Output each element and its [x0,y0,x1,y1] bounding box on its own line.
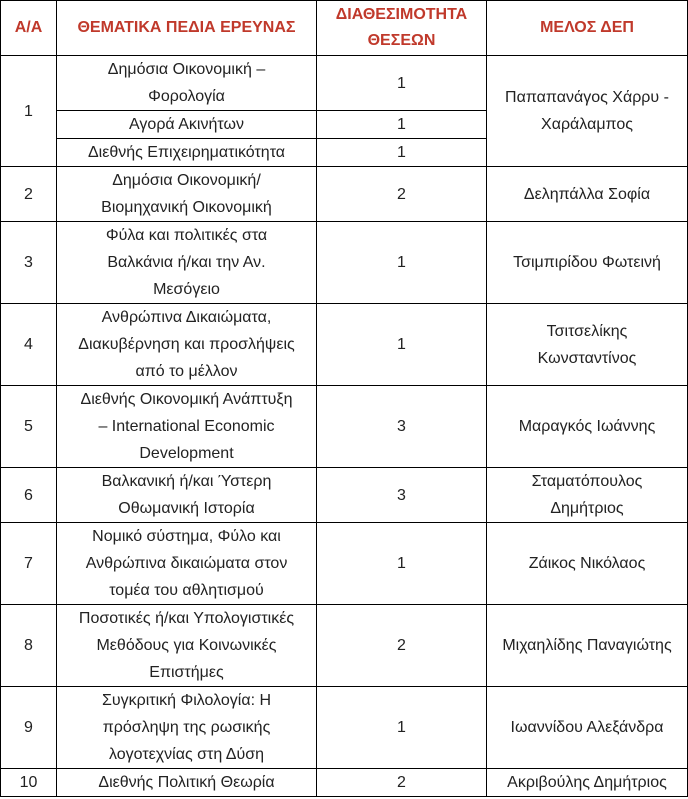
seat-availability: 1 [317,56,487,111]
row-index: 7 [1,523,57,605]
row-index: 6 [1,468,57,523]
seat-availability: 2 [317,167,487,222]
header-index: Α/Α [1,1,57,56]
row-index: 5 [1,386,57,468]
faculty-member-name: Τσιτσελίκης Κωνσταντίνος [537,322,637,367]
faculty-member-name: Τσιμπιρίδου Φωτεινή [513,254,661,271]
research-topic-text: Φύλα και πολιτικές στα Βαλκάνια ή/και την Αν. Μεσόγειο [105,227,268,298]
header-member: ΜΕΛΟΣ ΔΕΠ [487,1,688,56]
research-topic [57,386,317,468]
table-row [1,56,688,111]
header-seats: ΔΙΑΘΕΣΙΜΟΤΗΤΑ ΘΕΣΕΩΝ [317,1,487,56]
research-topic [57,468,317,523]
research-topic [57,111,317,139]
row-index: 10 [1,769,57,797]
research-topic-text: Αγορά Ακινήτων [129,116,244,133]
faculty-member [487,687,688,769]
research-topic [57,304,317,386]
research-topic-text: Βαλκανική ή/και Ύστερη Οθωμανική Ιστορία [101,473,272,517]
research-topic-text: Διεθνής Οικονομική Ανάπτυξη – International Economic Development [80,391,293,462]
seat-availability: 1 [317,139,487,167]
faculty-member-name: Μαραγκός Ιωάννης [518,418,656,435]
table-body [1,56,688,797]
table-row [1,523,688,605]
faculty-member [487,523,688,605]
table-row [1,687,688,769]
header-topic: ΘΕΜΑΤΙΚΑ ΠΕΔΙΑ ΕΡΕΥΝΑΣ [57,1,317,56]
seat-availability: 1 [317,222,487,304]
research-topic [57,167,317,222]
seat-availability: 3 [317,386,487,468]
faculty-member [487,386,688,468]
row-index: 9 [1,687,57,769]
seat-availability: 1 [317,304,487,386]
research-topic [57,222,317,304]
faculty-member-name: Παπαπανάγος Χάρρυ - Χαράλαμπος [505,89,669,133]
research-topic [57,687,317,769]
table-row [1,468,688,523]
faculty-member [487,468,688,523]
table-row [1,386,688,468]
research-topic-text: Δημόσια Οικονομική/ Βιομηχανική Οικονομική [101,172,272,216]
faculty-member [487,167,688,222]
faculty-member [487,222,688,304]
research-topic-text: Διεθνής Πολιτική Θεωρία [98,774,275,791]
research-topic [57,605,317,687]
research-topic [57,769,317,797]
seat-availability: 3 [317,468,487,523]
row-index: 1 [1,56,57,167]
research-topic-text: Νομικό σύστημα, Φύλο και Ανθρώπινα δικαιώματα στον τομέα του αθλητισμού [85,528,288,599]
research-topic-text: Διεθνής Επιχειρηματικότητα [87,144,286,161]
research-topic [57,139,317,167]
research-topic-text: Ποσοτικές ή/και Υπολογιστικές Μεθόδους για Κοινωνικές Επιστήμες [78,610,295,681]
seat-availability: 2 [317,605,487,687]
faculty-member [487,605,688,687]
faculty-member-name: Ακριβούλης Δημήτριος [507,774,667,791]
seat-availability: 2 [317,769,487,797]
table-row [1,304,688,386]
research-topic-text: Δημόσια Οικονομική – Φορολογία [107,61,266,105]
header-row [1,1,688,56]
research-topic-text: Συγκριτική Φιλολογία: Η πρόσληψη της ρωσικής λογοτεχνίας στη Δύση [101,692,272,763]
table-row [1,769,688,797]
faculty-member-name: Ζάικος Νικόλαος [528,555,646,572]
row-index: 3 [1,222,57,304]
research-topic [57,56,317,111]
faculty-member-name: Δεληπάλλα Σοφία [523,185,651,203]
faculty-member-name: Σταματόπουλος Δημήτριος [531,473,643,517]
research-topic-text: Ανθρώπινα Δικαιώματα, Διακυβέρνηση και προσλήψεις από το μέλλον [78,309,295,380]
faculty-member-name: Μιχαηλίδης Παναγιώτης [502,637,672,654]
faculty-member-name: Ιωαννίδου Αλεξάνδρα [510,719,664,736]
faculty-member [487,304,688,386]
faculty-member [487,56,688,167]
research-topic [57,523,317,605]
seat-availability: 1 [317,523,487,605]
seat-availability: 1 [317,111,487,139]
table-row [1,605,688,687]
seat-availability: 1 [317,687,487,769]
table-row [1,167,688,222]
faculty-member [487,769,688,797]
row-index: 2 [1,167,57,222]
row-index: 4 [1,304,57,386]
row-index: 8 [1,605,57,687]
table-row [1,222,688,304]
